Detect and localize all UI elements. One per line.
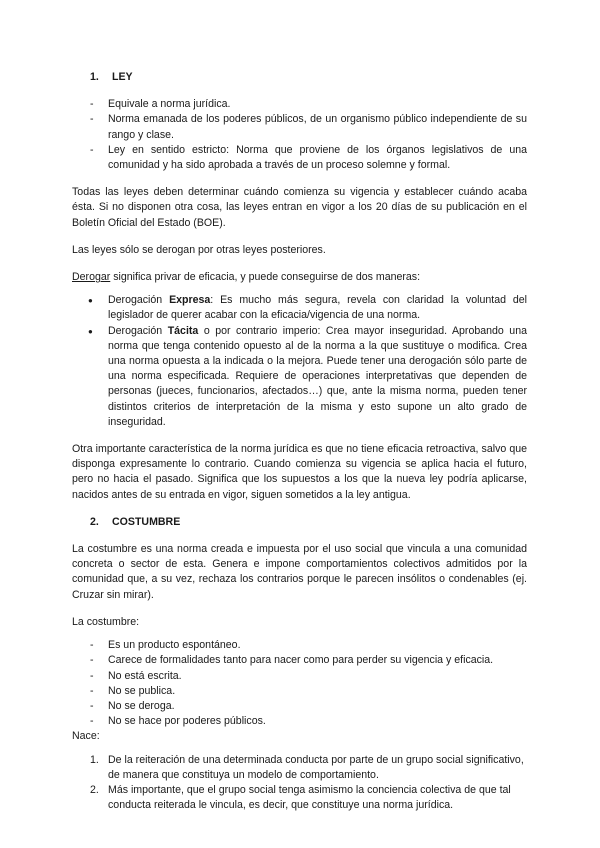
paragraph-derogan: Las leyes sólo se derogan por otras leyes posteriores. <box>72 243 326 256</box>
item-text: Más importante, que el grupo social tenga asimismo la conciencia colectiva de que tal conducta reiterada le vincula, es decir, que constituye una norma jurídica. <box>108 783 511 812</box>
paragraph-derogar-text: significa privar de eficacia, y puede conseguirse de dos maneras: <box>110 271 421 284</box>
section-number: 1. <box>90 71 99 83</box>
paragraph-nace: Nace: <box>72 730 100 743</box>
section-title: COSTUMBRE <box>112 515 181 528</box>
term-derogar: Derogar <box>72 271 111 284</box>
list-item: - Carece de formalidades tanto para nacer como para perder su vigencia y eficacia. <box>72 653 527 668</box>
list-item: - Norma emanada de los poderes públicos, de un organismo público independiente de su rango y clase. <box>72 112 527 142</box>
document-page <box>72 70 527 813</box>
bullet-lead: Derogación <box>108 324 168 337</box>
list-item <box>72 293 527 323</box>
section-heading-costumbre <box>90 515 527 530</box>
bullet-lead: Derogación <box>108 294 170 307</box>
paragraph-costumbre-def: La costumbre es una norma creada e impuesta por el uso social que vincula a una comunidad concreta o sector de esta. Genera e impone comportamientos colectivos admitidos por la comunidad que, a su vez, rechaza los contrarios porque le parecen insólitos o condenables (ej. Cruzar sin mirar). <box>72 543 527 601</box>
list-item <box>72 753 527 783</box>
section-heading-ley <box>90 70 527 85</box>
bullet-text: : Es mucho más segura, revela con claridad la voluntad del legislador de querer acabar con la eficacia/vigencia de una norma. <box>108 294 527 322</box>
list-item: - No se deroga. <box>72 699 527 714</box>
item-number: 2. <box>90 783 99 796</box>
list-item: - Es un producto espontáneo. <box>72 638 527 653</box>
paragraph-derogar <box>72 270 527 285</box>
list-item <box>72 324 527 430</box>
bullet-term: Tácita <box>167 324 199 337</box>
list-item: - No está escrita. <box>72 669 527 684</box>
item-text: De la reiteración de una determinada conducta por parte de un grupo social significativo, de manera que constituya un modelo de comportamiento. <box>108 753 524 781</box>
paragraph-retroactiva: Otra importante característica de la norma jurídica es que no tiene eficacia retroactiva, salvo que disponga expresamente lo contrario. Cuando comienza su vigencia se aplica hacia el futuro, pero no hacia el pasado. Significa que los supuestos a los que la nueva ley podría aplicarse, nacidos antes de su entrada en vigor, siguen sometidos a la ley antigua. <box>72 443 527 501</box>
list-item: - No se hace por poderes públicos. <box>72 714 527 729</box>
list-item <box>72 783 527 813</box>
ley-definition-list <box>72 97 527 173</box>
paragraph-la-costumbre: La costumbre: <box>72 615 140 628</box>
section-title: LEY <box>112 71 133 83</box>
item-number: 1. <box>90 753 99 766</box>
nace-list <box>72 753 527 814</box>
costumbre-traits-list <box>72 638 527 729</box>
section-number: 2. <box>90 515 99 528</box>
derogacion-list <box>72 293 527 430</box>
list-item: - Equivale a norma jurídica. <box>72 97 527 112</box>
bullet-term: Expresa <box>169 294 211 307</box>
bullet-text: o por contrario imperio: Crea mayor inseguridad. Aprobando una norma que tenga contenido opuesto al de la norma a la que sustituye o modifica. Crea una norma opuesta a la indicada o la mejora. Puede tener una derogación sólo parte de una norma especificada. Requiere de operaciones interpretativas que dependen de personas (jueces, funcionarios, afectados…) que, ante la misma norma, pueden tener distintos criterios de interpretación de la misma y esto supone un alto grado de inseguridad. <box>108 324 527 428</box>
list-item: - Ley en sentido estricto: Norma que proviene de los órganos legislativos de una comunidad y ha sido aprobada a través de un proceso solemne y formal. <box>72 143 527 173</box>
paragraph-vigencia: Todas las leyes deben determinar cuándo comienza su vigencia y establecer cuándo acaba ésta. Si no disponen otra cosa, las leyes entran en vigor a los 20 días de su publicación en el Boletín Oficial del Estado (BOE). <box>72 186 527 229</box>
list-item: - No se publica. <box>72 684 527 699</box>
